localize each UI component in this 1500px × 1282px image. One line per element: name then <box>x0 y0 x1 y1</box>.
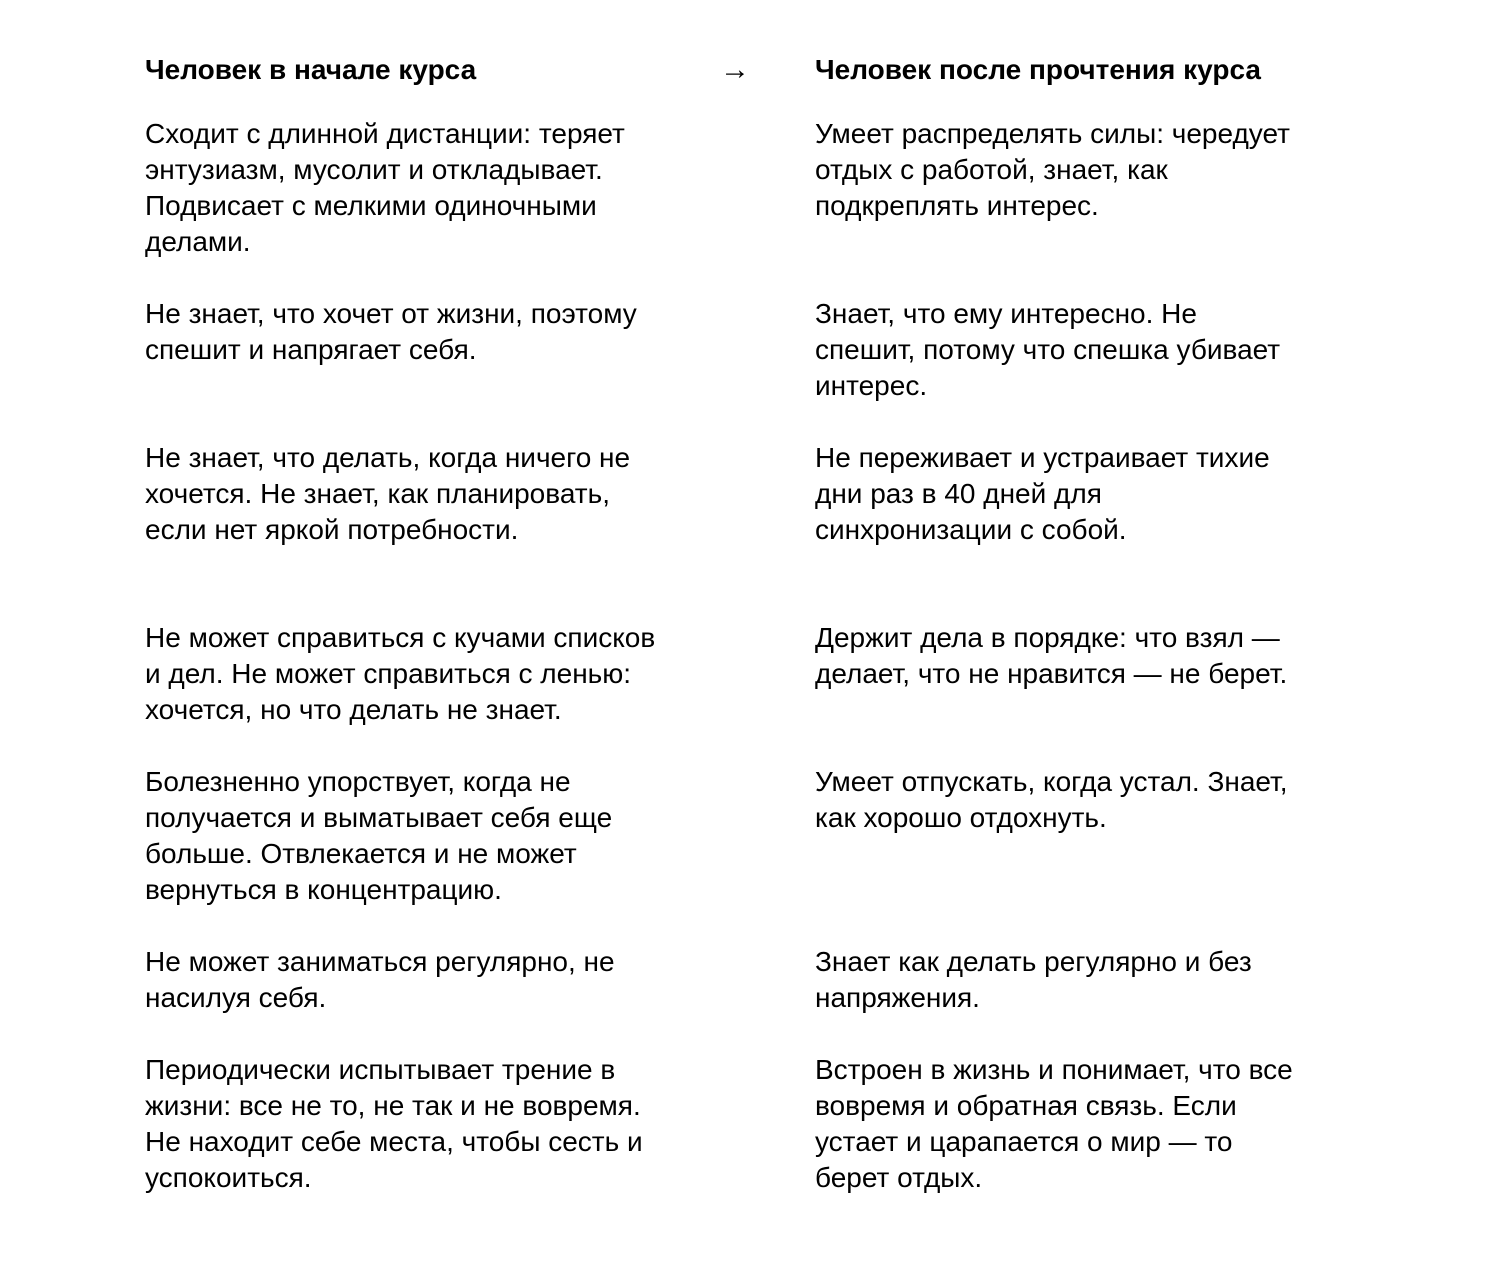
before-row-3: Не знает, что делать, когда ничего не хочется. Не знает, как планировать, если нет яркой потребности. <box>145 442 631 545</box>
before-column-heading: Человек в начале курса <box>145 54 477 85</box>
before-row-7: Периодически испытывает трение в жизни: все не то, не так и не вовремя. Не находит себе места, чтобы сесть и успокоиться. <box>145 1054 643 1193</box>
after-row-5: Умеет отпускать, когда устал. Знает, как хорошо отдохнуть. <box>815 766 1288 833</box>
after-row-7: Встроен в жизнь и понимает, что все вовремя и обратная связь. Если устает и царапается о мир — то берет отдых. <box>815 1054 1293 1193</box>
after-row-3: Не переживает и устраивает тихие дни раз в 40 дней для синхронизации с собой. <box>815 442 1270 545</box>
after-row-2: Знает, что ему интересно. Не спешит, потому что спешка убивает интерес. <box>815 298 1281 401</box>
after-row-1: Умеет распределять силы: чередует отдых с работой, знает, как подкреплять интерес. <box>815 118 1290 221</box>
before-row-6: Не может заниматься регулярно, не насилуя себя. <box>145 946 615 1013</box>
before-row-1: Сходит с длинной дистанции: теряет энтузиазм, мусолит и откладывает. Подвисает с мелкими одиночными делами. <box>145 118 625 257</box>
before-row-4: Не может справиться с кучами списков и дел. Не может справиться с ленью: хочется, но что делать не знает. <box>145 622 656 725</box>
after-row-4: Держит дела в порядке: что взял — делает, что не нравится — не берет. <box>815 622 1288 689</box>
after-column-heading: Человек после прочтения курса <box>815 54 1261 85</box>
before-row-2: Не знает, что хочет от жизни, поэтому спешит и напрягает себя. <box>145 298 637 365</box>
before-row-5: Болезненно упорствует, когда не получается и выматывает себя еще больше. Отвлекается и не может вернуться в концентрацию. <box>145 766 613 905</box>
right-arrow-icon: → <box>720 53 750 86</box>
after-row-6: Знает как делать регулярно и без напряжения. <box>815 946 1252 1013</box>
